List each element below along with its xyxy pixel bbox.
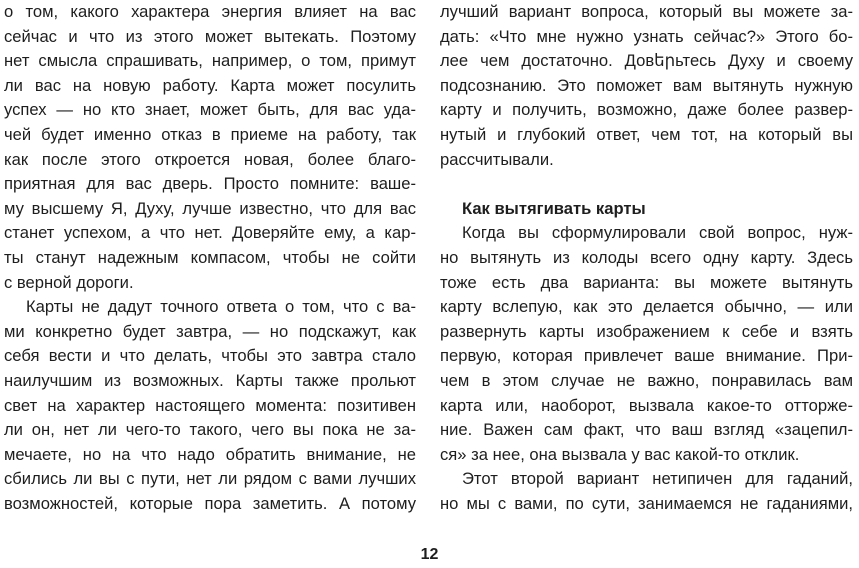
text-line: успех — но кто знает, может быть, для вас уда- [4, 100, 416, 120]
text-line: себя вести и что делать, чтобы это завтра стало [4, 346, 416, 366]
text-line: развернуть карты изображением к себе и взять [440, 321, 853, 341]
right-column [440, 0, 853, 516]
text-line: ся» за нее, она вызвала у вас какой-то отклик. [440, 444, 800, 464]
text-line: ми конкретно будет завтра, — но подскажут, как [4, 321, 416, 341]
text-line: ние. Важен сам факт, что ваш взгляд «зацепил- [440, 420, 853, 440]
text-line: Карты не дадут точного ответа о том, что с ва- [26, 297, 416, 317]
text-line: первую, которая привлечет ваше внимание. При- [440, 346, 853, 366]
text-line: му высшему Я, Духу, лучше известно, что для вас [4, 198, 416, 218]
text-line: сбились ли вы с пути, нет ли рядом с вами лучших [4, 469, 416, 489]
text-line: рассчитывали. [440, 149, 554, 169]
text-line: ли он, нет ли чего-то такого, чего вы пока не за- [4, 420, 416, 440]
text-line: но вытянуть из колоды всего одну карту. Здесь [440, 247, 853, 267]
page-number: 12 [420, 546, 439, 563]
text-line: возможностей, которые пора заметить. А потому [4, 493, 416, 513]
text-line: чем в этом случае не важно, понравилась вам [440, 370, 853, 390]
text-line: карту вслепую, как это делается обычно, — или [440, 297, 853, 317]
text-line: дать: «Что мне нужно узнать сейчас?» Этого бо- [440, 26, 853, 46]
text-line: ли вас на новую работу. Карта может посулить [4, 75, 416, 95]
text-line: чей будет именно отказ в приеме на работу, так [4, 124, 416, 144]
text-line: о том, какого характера энергия влияет на вас [4, 2, 416, 21]
text-line: с верной дороги. [4, 272, 134, 292]
text-line: но мы с вами, по сути, занимаемся не гаданиями, [440, 493, 853, 513]
text-line: Когда вы сформулировали свой вопрос, нуж- [462, 223, 853, 243]
text-line: свет на характер настоящего момента: позитивен [4, 395, 416, 415]
text-line: карту и получить, возможно, даже более развер- [440, 100, 853, 120]
text-line: Этот второй вариант нетипичен для гаданий, [462, 469, 853, 489]
text-line: карта или, наоборот, вызвала какое-то отторже- [440, 395, 853, 415]
text-line: сейчас и что из этого может вытекать. Поэтому [4, 26, 416, 46]
text-line: ты станут надежным компасом, чтобы не сойти [4, 247, 416, 267]
text-line: мечаете, но на что надо обратить внимание, не [4, 444, 416, 464]
text-line: станет успехом, а что нет. Доверяйте ему, а кар- [4, 223, 416, 243]
text-line: наилучшим из возможных. Карты также прольют [4, 370, 416, 390]
text-line: лучший вариант вопроса, который вы можете за- [440, 2, 853, 21]
text-line: приятная для вас дверь. Просто помните: ваше- [4, 174, 416, 194]
text-line: тоже есть два варианта: вы можете вытянуть [440, 272, 853, 292]
text-line: подсознанию. Это поможет вам вытянуть нужную [440, 75, 853, 95]
section-gap [440, 172, 853, 197]
text-line: нутый и глубокий ответ, чем тот, на который вы [440, 124, 853, 144]
left-column [4, 0, 416, 516]
section-heading: Как вытягивать карты [462, 198, 646, 218]
text-line: нет смысла спрашивать, например, о том, примут [4, 51, 416, 71]
text-line: как после этого откроется новая, более благо- [4, 149, 416, 169]
text-line: лее чем достаточно. Довերьтесь Духу и своему [440, 51, 853, 71]
